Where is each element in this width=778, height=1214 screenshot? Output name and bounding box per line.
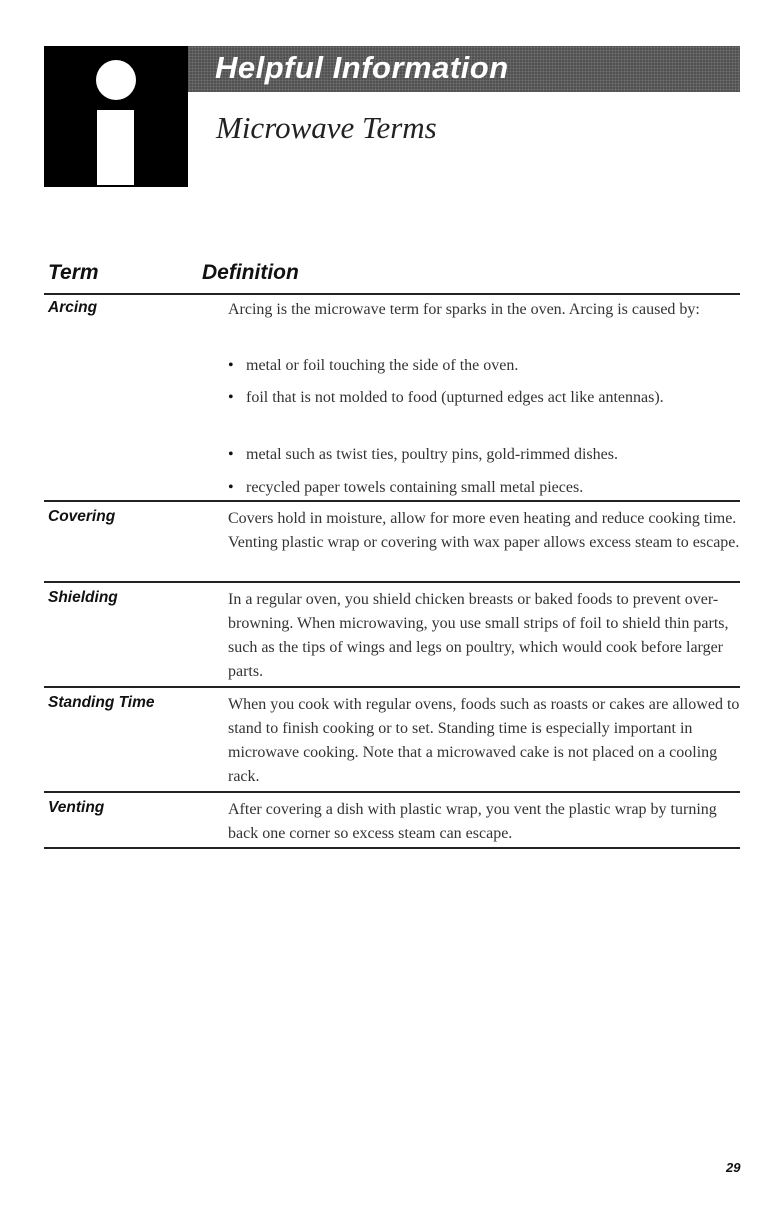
arcing-bullet: • metal or foil touching the side of the oven. <box>228 354 746 378</box>
term-shielding: Shielding <box>48 589 118 606</box>
term-arcing: Arcing <box>48 299 98 316</box>
table-rule <box>44 581 740 583</box>
table-rule <box>44 500 740 502</box>
column-header-definition: Definition <box>202 261 299 284</box>
arcing-bullet: • metal such as twist ties, poultry pins, gold-rimmed dishes. <box>228 443 746 467</box>
table-rule <box>44 686 740 688</box>
table-rule <box>44 847 740 849</box>
definition-arcing: Arcing is the microwave term for sparks in the oven. Arcing is caused by: <box>228 301 700 318</box>
page-subtitle: Microwave Terms <box>216 110 437 145</box>
term-standing-time: Standing Time <box>48 694 155 711</box>
column-header-term: Term <box>48 261 99 284</box>
arcing-bullet: • recycled paper towels containing small metal pieces. <box>228 476 746 500</box>
table-rule <box>44 791 740 793</box>
banner-title: Helpful Information <box>215 50 509 85</box>
definition-standing-time: When you cook with regular ovens, foods such as roasts or cakes are allowed to stand to finish cooking or to set. Standing time is especially important in microwave cooking. Note that a microwaved cake is not placed on a cooling rack. <box>228 696 740 785</box>
definition-shielding: In a regular oven, you shield chicken breasts or baked foods to prevent over-browning. When microwaving, you use small strips of foil to shield thin parts, such as the tips of wings and legs on poultry, which would cook before larger parts. <box>228 591 729 680</box>
term-venting: Venting <box>48 799 105 816</box>
info-icon <box>44 46 188 187</box>
table-rule <box>44 293 740 295</box>
arcing-bullet: • foil that is not molded to food (upturned edges act like antennas). <box>228 386 706 410</box>
info-icon-bar <box>97 110 134 185</box>
term-covering: Covering <box>48 508 116 525</box>
page-number: 29 <box>726 1160 741 1175</box>
definition-covering: Covers hold in moisture, allow for more even heating and reduce cooking time. Venting plastic wrap or covering with wax paper allows excess steam to escape. <box>228 510 740 551</box>
info-icon-dot <box>96 60 136 100</box>
section-banner <box>188 46 740 92</box>
definition-venting: After covering a dish with plastic wrap, you vent the plastic wrap by turning back one corner so excess steam can escape. <box>228 801 717 842</box>
